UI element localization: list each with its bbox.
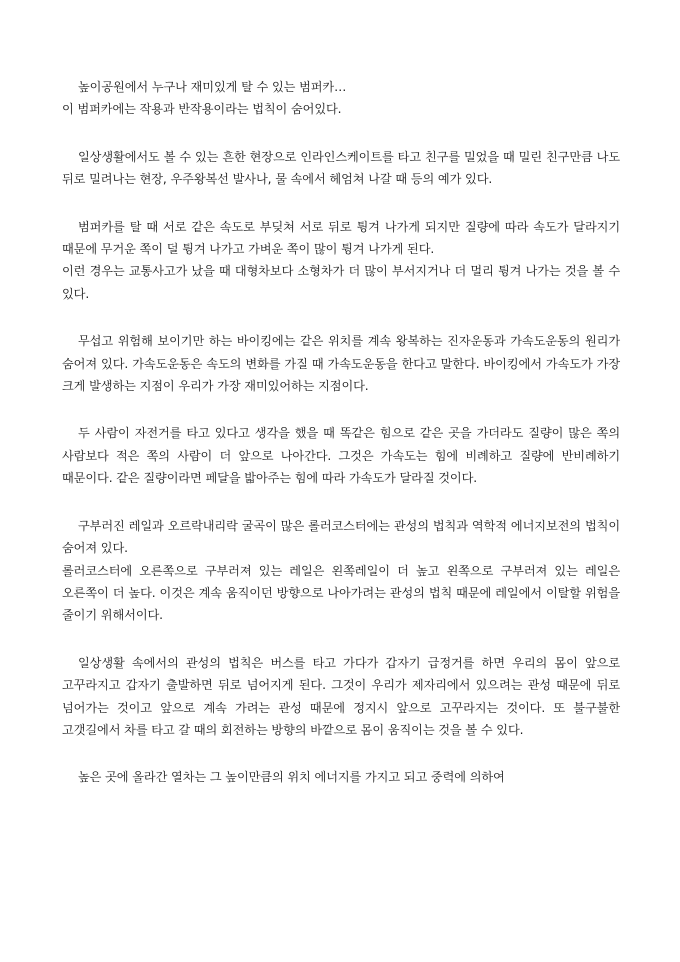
document-body bbox=[62, 76, 620, 814]
text-line: 이 범퍼카에는 작용과 반작용이라는 법칙이 숨어있다. bbox=[62, 102, 342, 117]
paragraph-inertia-daily-life bbox=[62, 652, 620, 742]
text-line: 일상생활에서도 볼 수 있는 흔한 현장으로 인라인스케이트를 타고 친구를 밀었을 때 밀린 친구만큼 나도 뒤로 밀려나는 현장, 우주왕복선 발사나, 물 속에서 헤엄쳐 나갈 때 등의 예가 있다. bbox=[62, 149, 620, 187]
paragraph-roller-coaster bbox=[62, 515, 620, 627]
text-line: 무섭고 위험해 보이기만 하는 바이킹에는 같은 위치를 계속 왕복하는 진자운동과 가속도운동의 원리가 숨어져 있다. 가속도운동은 속도의 변화를 가질 때 가속도운동을 한다고 말한다. 바이킹에서 가속도가 가장 크게 발생하는 지점이 우리가 가장 재미있어하는 지점이다. bbox=[62, 334, 620, 394]
paragraph-bicycle bbox=[62, 422, 620, 489]
text-line: 높이공원에서 누구나 재미있게 탈 수 있는 범퍼카… bbox=[78, 80, 347, 94]
text-line: 높은 곳에 올라간 열차는 그 높이만큼의 위치 에너지를 가지고 되고 중력에 의하여 bbox=[78, 770, 505, 785]
paragraph-everyday-examples bbox=[62, 146, 620, 191]
text-line: 롤러코스터에 오른쪽으로 구부러져 있는 레일은 왼쪽레일이 더 높고 왼쪽으로 구부러져 있는 레일은 오른쪽이 더 높다. 이것은 계속 움직이던 방향으로 나아가려는 관성의 법칙 때문에 레일에서 이탈할 위험을 줄이기 위해서이다. bbox=[62, 563, 620, 623]
paragraph-viking-ride bbox=[62, 330, 620, 397]
text-line: 일상생활 속에서의 관성의 법칙은 버스를 타고 가다가 갑자기 급정거를 하면 우리의 몸이 앞으로 고꾸라지고 갑자기 출발하면 뒤로 넘어지게 된다. 그것이 우리가 제자리에서 있으려는 관성 때문에 뒤로 넘어가는 것이고 앞으로 계속 가려는 관성 때문에 정지시 앞으로 고꾸라지는 것이다. 또 불구불한 고갯길에서 차를 타고 갈 때의 회전하는 방향의 바깥으로 몸이 움직이는 것을 볼 수 있다. bbox=[62, 655, 620, 737]
paragraph-bumper-car-mass bbox=[62, 216, 620, 306]
paragraph-potential-energy bbox=[62, 766, 620, 788]
text-line: 이런 경우는 교통사고가 났을 때 대형차보다 소형차가 더 많이 부서지거나 더 멀리 튕겨 나가는 것을 볼 수 있다. bbox=[62, 264, 620, 301]
text-line: 범퍼카를 탈 때 서로 같은 속도로 부딪쳐 서로 뒤로 튕겨 나가게 되지만 질량에 따라 속도가 달라지기 때문에 무거운 쪽이 덜 튕겨 나가고 가벼운 쪽이 많이 튕겨 나가게 된다. bbox=[62, 219, 620, 257]
text-line: 두 사람이 자전거를 타고 있다고 생각을 했을 때 똑같은 힘으로 같은 곳을 가더라도 질량이 많은 쪽의 사람보다 적은 쪽의 사람이 더 앞으로 나아간다. 그것은 가속도는 힘에 비례하고 질량에 반비례하기 때문이다. 같은 질량이라면 페달을 밟아주는 힘에 따라 가속도가 달라질 것이다. bbox=[62, 426, 620, 486]
paragraph-bumper-car-intro bbox=[62, 76, 620, 121]
text-line: 구부러진 레일과 오르락내리락 굴곡이 많은 롤러코스터에는 관성의 법칙과 역학적 에너지보전의 법칙이 숨어져 있다. bbox=[62, 518, 620, 556]
